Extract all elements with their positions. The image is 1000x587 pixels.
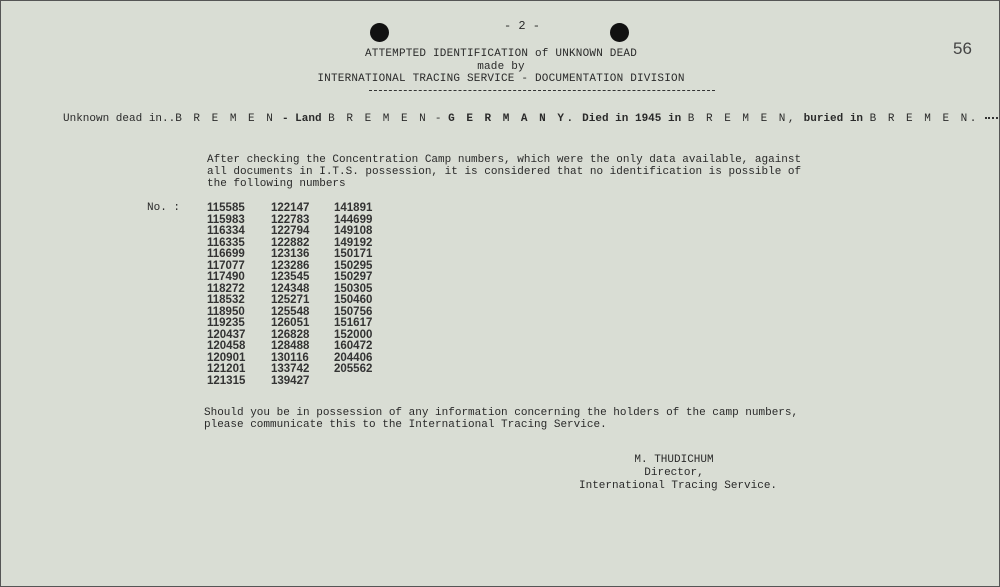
camp-number: 123545 — [271, 271, 310, 283]
land: B R E M E N — [328, 113, 429, 125]
camp-number: 152000 — [334, 328, 373, 341]
camp-number: 205562 — [334, 363, 373, 375]
camp-number: 124348 — [271, 282, 310, 295]
camp-number: 150171 — [334, 248, 373, 260]
header-underline — [369, 90, 715, 91]
camp-number: 130116 — [271, 351, 309, 364]
camp-number: 141891 — [334, 202, 373, 214]
signatory-organization: International Tracing Service. — [579, 480, 778, 492]
camp-number: 149108 — [334, 225, 373, 237]
unknown-dead-prefix: Unknown dead in.. — [63, 113, 176, 125]
closing-paragraph: Should you be in possession of any information concerning the holders of the camp numbers, please communicate this to the International Tracing Service. — [204, 407, 799, 431]
header-made-by: made by — [477, 61, 525, 73]
camp-number: 121201 — [207, 363, 246, 375]
header-organization: INTERNATIONAL TRACING SERVICE - DOCUMENTATION DIVISION — [317, 73, 685, 85]
header-title: ATTEMPTED IDENTIFICATION of UNKNOWN DEAD — [364, 48, 638, 60]
camp-number: 116334 — [207, 225, 245, 237]
numbers-column-3 — [334, 203, 372, 376]
camp-number: 121315 — [207, 374, 246, 387]
intro-paragraph: After checking the Concentration Camp numbers, which were the only data available, against all documents in I.T.S. possession, it is considered that no identification is possible of the following numbers — [207, 154, 802, 190]
signatory-name: M. THUDICHUM — [634, 454, 714, 466]
folio-number: 56 — [953, 39, 972, 58]
camp-number: 128488 — [271, 340, 310, 352]
camp-number: 150305 — [334, 282, 373, 295]
camp-number: 117490 — [207, 271, 245, 283]
buried-place: B R E M E N. — [869, 113, 979, 125]
camp-number: 118950 — [207, 305, 245, 318]
camp-number: 122882 — [271, 236, 310, 249]
died-place: B R E M E N, — [687, 113, 798, 125]
camp-number: 116699 — [207, 248, 245, 260]
camp-number: 119235 — [207, 317, 245, 329]
place: B R E M E N — [175, 113, 276, 125]
signatory-title: Director, — [644, 467, 704, 479]
camp-number: 150756 — [334, 305, 373, 318]
camp-number: 150295 — [334, 259, 373, 272]
land-label: - Land — [281, 113, 322, 125]
camp-number: 122783 — [271, 213, 310, 226]
buried-label: buried in — [803, 113, 864, 125]
camp-number: 120901 — [207, 351, 246, 364]
camp-number: 115983 — [207, 213, 245, 226]
dotted-leader — [985, 117, 1000, 119]
camp-number: 144699 — [334, 213, 373, 226]
camp-number: 123286 — [271, 259, 310, 272]
camp-number: 204406 — [334, 351, 373, 364]
unknown-dead-line — [63, 113, 1000, 125]
country: G E R M A N Y. — [448, 113, 576, 125]
numbers-column-1 — [207, 203, 245, 387]
camp-number: 120437 — [207, 328, 246, 341]
camp-number: 120458 — [207, 340, 246, 352]
camp-number: 149192 — [334, 236, 373, 249]
camp-number: 126051 — [271, 317, 310, 329]
camp-number: 150297 — [334, 271, 373, 283]
camp-number: 122147 — [271, 202, 310, 214]
punch-hole-left — [370, 23, 389, 42]
camp-number: 118272 — [207, 282, 245, 295]
camp-number: 118532 — [207, 294, 245, 306]
punch-hole-right — [610, 23, 629, 42]
signature-block — [579, 454, 778, 493]
country-separator: - — [434, 113, 442, 125]
camp-number: 150460 — [334, 294, 373, 306]
camp-number: 125548 — [271, 305, 310, 318]
camp-number: 125271 — [271, 294, 310, 306]
page-number: - 2 - — [504, 19, 541, 33]
numbers-label: No. : — [147, 202, 181, 214]
camp-number: 160472 — [334, 340, 373, 352]
died-label: Died in 1945 in — [582, 113, 682, 125]
camp-number: 139427 — [271, 374, 310, 387]
camp-number: 117077 — [207, 259, 245, 272]
camp-number: 123136 — [271, 248, 310, 260]
camp-number: 122794 — [271, 225, 310, 237]
camp-number: 126828 — [271, 328, 310, 341]
numbers-column-2 — [271, 203, 309, 387]
camp-number: 133742 — [271, 363, 310, 375]
camp-number: 116335 — [207, 236, 245, 249]
camp-number: 115585 — [207, 202, 245, 214]
camp-number: 151617 — [334, 317, 373, 329]
